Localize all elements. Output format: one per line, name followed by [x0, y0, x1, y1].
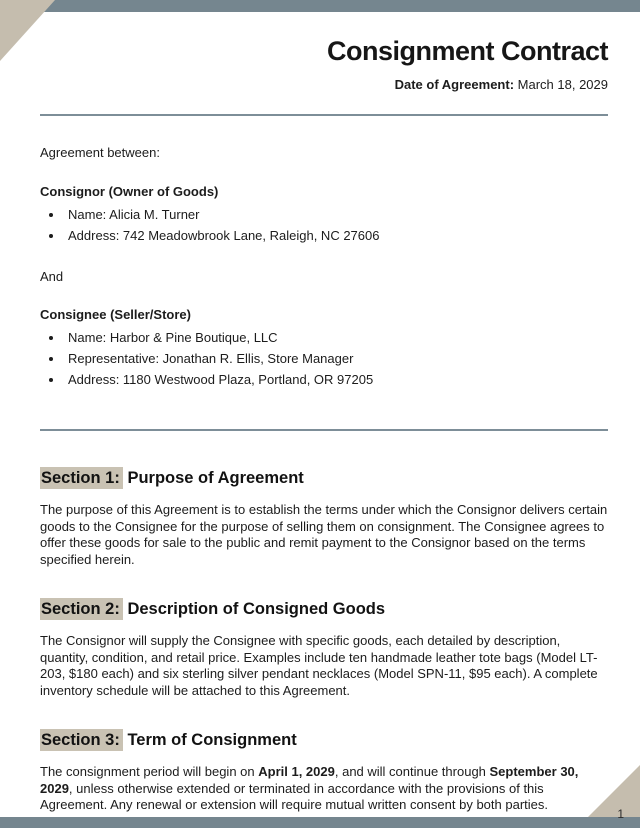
- bottom-accent-bar: [0, 817, 640, 828]
- section-2-heading: [40, 600, 608, 619]
- agreement-date-value: March 18, 2029: [514, 77, 608, 92]
- section-3-heading: [40, 731, 608, 750]
- section-3-title: Term of Consignment: [122, 731, 297, 750]
- section-2-title: Description of Consigned Goods: [122, 600, 386, 619]
- list-item: • Address: 742 Meadowbrook Lane, Raleigh, NC 27606: [64, 228, 608, 245]
- agreement-date-label: Date of Agreement:: [394, 77, 515, 92]
- list-item: • Address: 1180 Westwood Plaza, Portland, OR 97205: [64, 372, 608, 389]
- section-3-body: The consignment period will begin on April 1, 2029, and will continue through September 30, 2029, unless otherwise extended or terminated in accordance with the provisions of this Agreement. Any renewal or extension will require mutual written consent by both parties.: [40, 764, 579, 813]
- consignor-details-list: [40, 207, 608, 245]
- section-divider: [40, 429, 608, 431]
- consignee-heading: Consignee (Seller/Store): [40, 307, 191, 323]
- consignor-heading: Consignor (Owner of Goods): [40, 183, 219, 199]
- top-accent-bar: [0, 0, 640, 12]
- consignee-details-list: [40, 330, 608, 389]
- section-3: [40, 731, 608, 814]
- page-number: 1: [617, 807, 624, 821]
- section-3-label: Section 3:: [40, 729, 123, 751]
- agreement-date-line: [40, 77, 608, 92]
- section-2-label: Section 2:: [40, 598, 123, 620]
- section-1-label: Section 1:: [40, 467, 123, 489]
- list-item: • Name: Harbor & Pine Boutique, LLC: [64, 330, 608, 347]
- document-content: [40, 12, 608, 814]
- header-divider: [40, 114, 608, 116]
- section-1-title: Purpose of Agreement: [122, 469, 304, 488]
- agreement-between-text: Agreement between:: [40, 145, 160, 160]
- parties-block: [40, 145, 608, 389]
- section-1: [40, 469, 608, 568]
- section-2: [40, 600, 608, 699]
- document-title: Consignment Contract: [326, 36, 608, 66]
- section-1-heading: [40, 469, 608, 488]
- connector-text: And: [40, 268, 64, 284]
- section-1-body: The purpose of this Agreement is to establish the terms under which the Consignor delivers certain goods to the Consignee for the purpose of selling them on consignment. The Consignee agrees to offer these goods for sale to the public and remit payment to the Consignor based on the terms specified herein.: [40, 502, 608, 567]
- list-item: • Name: Alicia M. Turner: [64, 207, 608, 224]
- section-2-body: The Consignor will supply the Consignee with specific goods, each detailed by description, quantity, condition, and retail price. Examples include ten handmade leather tote bags (Model LT-203, $180 each) and six sterling silver pendant necklaces (Model SPN-11, $95 each). A complete inventory schedule will be attached to this Agreement.: [40, 633, 598, 698]
- list-item: • Representative: Jonathan R. Ellis, Store Manager: [64, 351, 608, 368]
